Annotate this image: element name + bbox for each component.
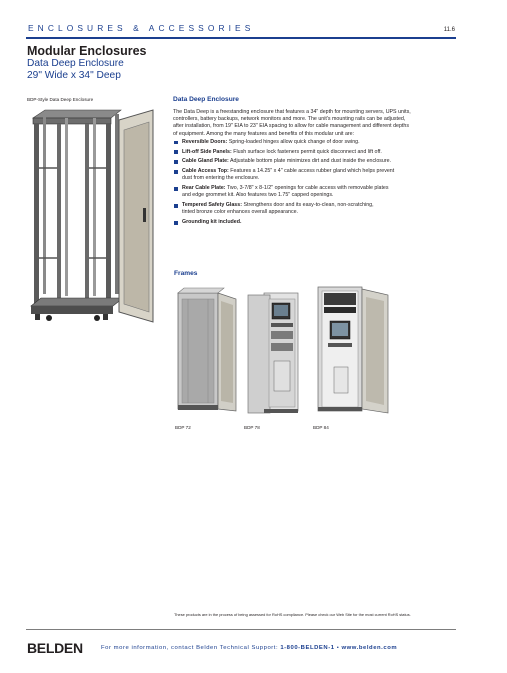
subtitle-line-1: Data Deep Enclosure: [27, 58, 124, 69]
subtitle-line-2: 29" Wide x 34" Deep: [27, 70, 121, 81]
feature-label: Lift-off Side Panels:: [182, 148, 232, 155]
square-bullet-icon: [174, 204, 178, 208]
feature-label: Grounding kit included.: [182, 219, 242, 226]
contact-prefix: For more information, contact Belden Technical Support:: [101, 645, 281, 651]
feature-label: Cable Access Top:: [182, 168, 229, 175]
frame-label: BDP 72: [175, 425, 191, 430]
website-link[interactable]: www.belden.com: [341, 645, 398, 651]
open-frame-rack-image: [25, 108, 157, 330]
page-title: Modular Enclosures: [27, 44, 147, 58]
footer-rule: [26, 629, 456, 630]
contact-line: [101, 645, 397, 651]
intro-line: controllers, battery backups, network monitors and more. The unit's mounting rails can be adjusted,: [173, 116, 406, 123]
feature-item: [173, 202, 459, 216]
feature-text: Features a 14.25" x 4" cable access rubber gland which helps prevent: [228, 168, 395, 175]
feature-label: Reversible Doors:: [182, 138, 228, 145]
square-bullet-icon: [174, 187, 178, 191]
frame-label: BDP 84: [313, 425, 329, 430]
header-rule: [26, 37, 456, 39]
frame-bdp72-image: [174, 287, 242, 413]
feature-text: Two, 3-7/8" x 8-1/2" openings for cable access with removable plates: [225, 185, 389, 192]
description-heading: Data Deep Enclosure: [173, 96, 239, 103]
frame-label: BDP 78: [244, 425, 260, 430]
rohs-note: These products are in the process of being assessed for RoHS compliance. Please check our Web Site for the most current RoHS status.: [174, 612, 411, 617]
feature-text: and edge grommet kit. Also features two 1.75" capped openings.: [182, 192, 334, 199]
feature-label: Rear Cable Plate:: [182, 185, 226, 192]
feature-item: [173, 219, 459, 226]
feature-text: tinted bronze color enhances overall appearance.: [182, 209, 299, 216]
contact-separator: •: [334, 645, 342, 651]
intro-line: after installation, from 19" EIA to 23" EIA spacing to allow for cable management and different depths: [173, 123, 409, 130]
page-number: 11.6: [443, 27, 455, 33]
feature-text: Flush surface lock fasteners permit quick disconnect and lift off.: [231, 148, 382, 155]
support-phone: 1-800-BELDEN-1: [280, 645, 335, 651]
feature-item: [173, 139, 459, 146]
feature-item: [173, 158, 459, 165]
feature-text: Strengthens door and its easy-to-clean, non-scratching,: [241, 202, 374, 209]
square-bullet-icon: [174, 141, 178, 145]
hero-caption: BDP-Style Data Deep Enclosure: [27, 97, 94, 102]
product-description: [173, 96, 459, 229]
intro-line: of equipment. Among the many features and benefits of this modular unit are:: [173, 130, 355, 137]
frame-bdp78-image: [244, 291, 302, 417]
feature-item: [173, 168, 459, 182]
square-bullet-icon: [174, 170, 178, 174]
section-header: ENCLOSURES & ACCESSORIES: [28, 23, 255, 33]
feature-item: [173, 149, 459, 156]
intro-line: The Data Deep is a freestanding enclosure that features a 34" depth for mounting servers, UPS units,: [173, 109, 411, 115]
feature-label: Cable Gland Plate:: [182, 158, 229, 165]
title-block: [27, 44, 146, 82]
feature-text: Adjustable bottom plate minimizes dirt and dust inside the enclosure.: [228, 158, 392, 165]
feature-text: dust from entering the enclosure.: [182, 175, 260, 182]
square-bullet-icon: [174, 160, 178, 164]
square-bullet-icon: [174, 221, 178, 225]
feature-item: [173, 185, 459, 199]
feature-text: Spring-loaded hinges allow quick change of door swing.: [227, 138, 360, 145]
square-bullet-icon: [174, 150, 178, 154]
frames-heading: Frames: [174, 270, 198, 277]
feature-label: Tempered Safety Glass:: [182, 202, 242, 209]
frame-bdp84-image: [314, 285, 394, 415]
belden-logo: BELDEN: [27, 640, 83, 656]
feature-list: [173, 139, 459, 227]
intro-paragraph: [173, 109, 459, 138]
